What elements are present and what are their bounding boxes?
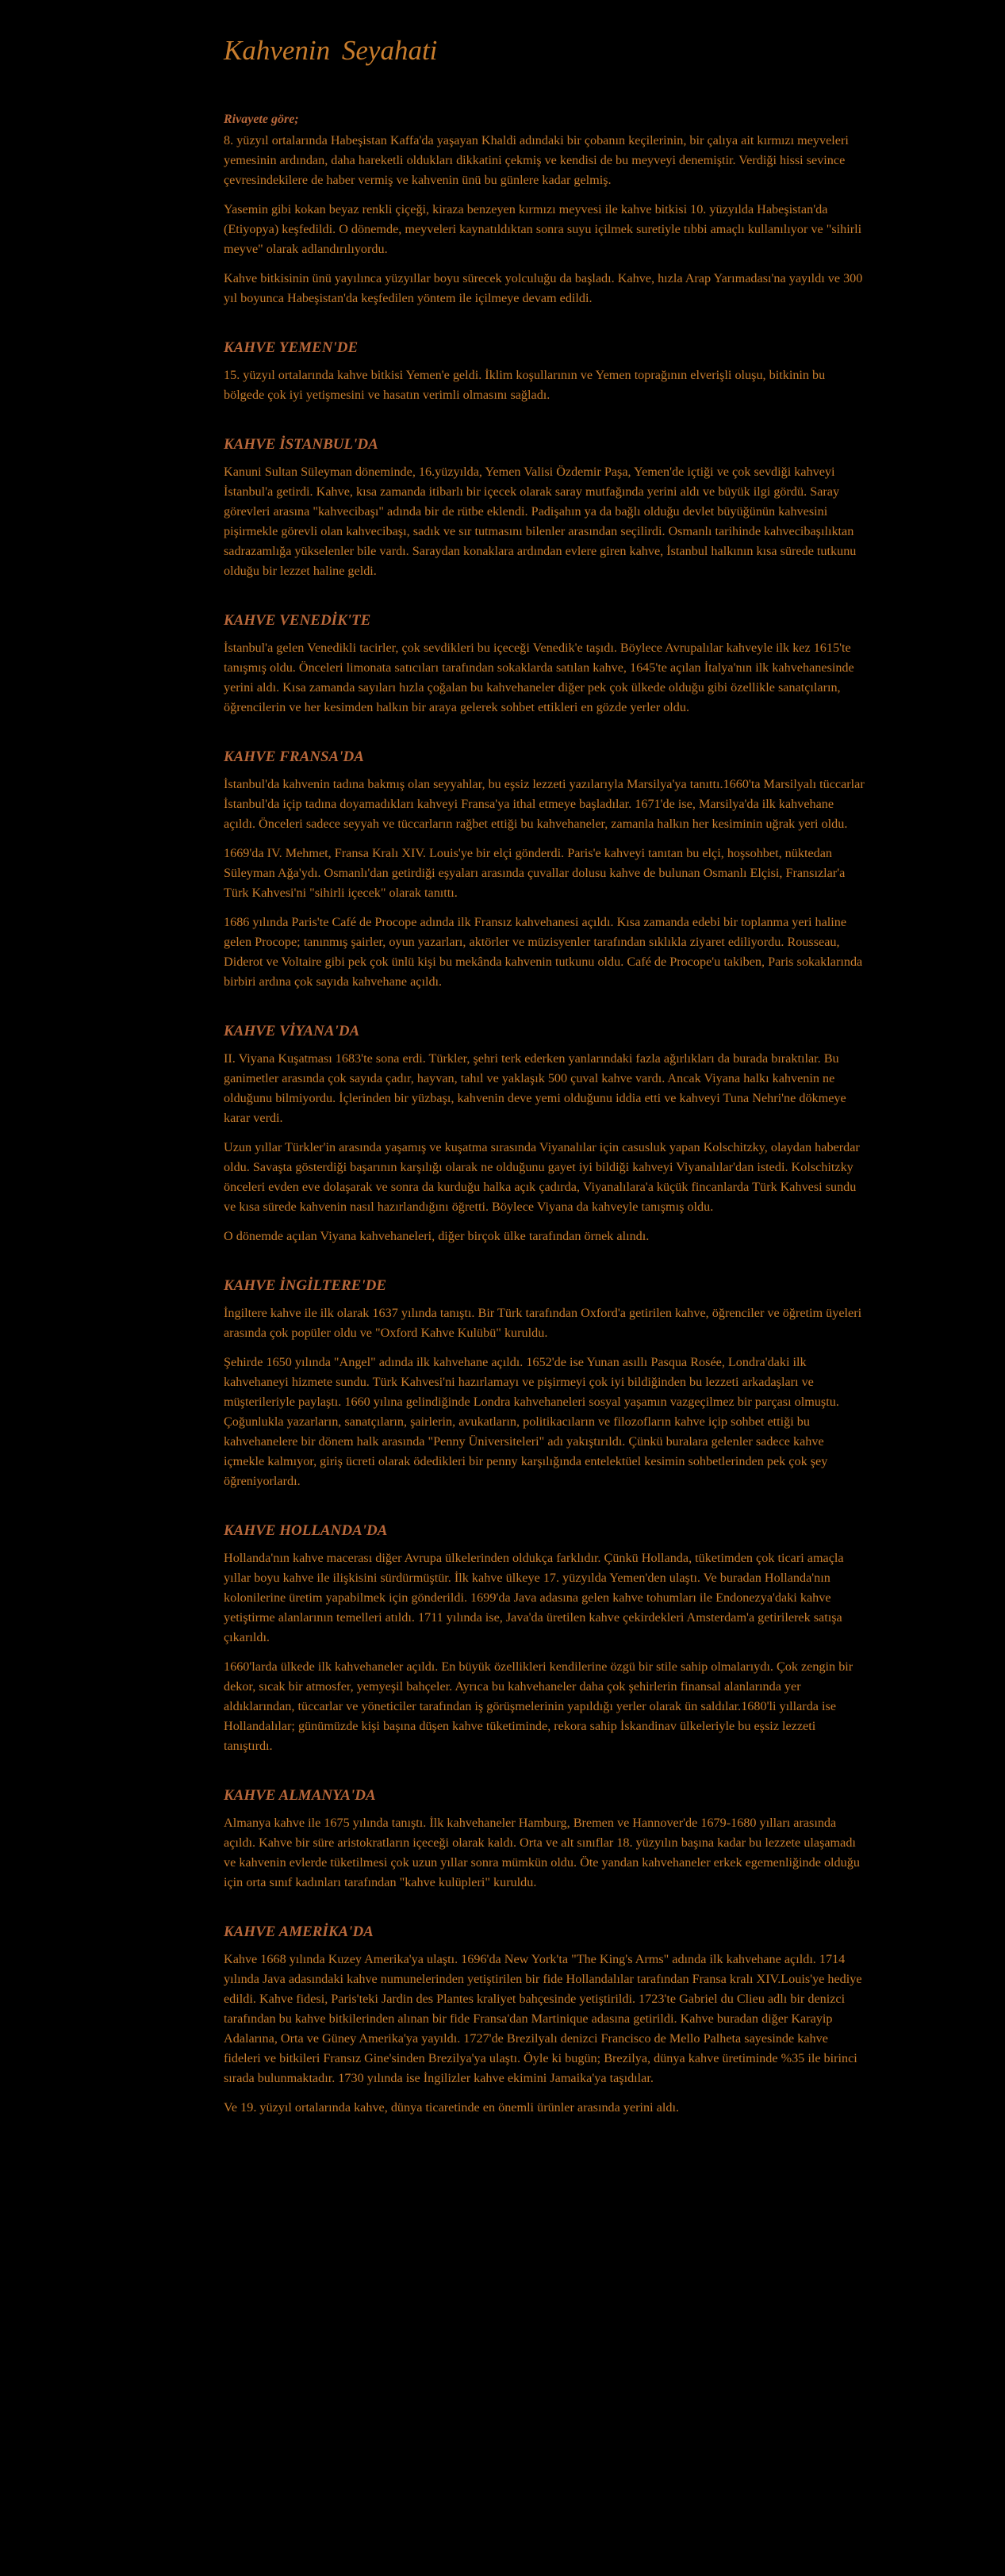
section-yemen [224, 339, 866, 405]
paragraph: Almanya kahve ile 1675 yılında tanıştı. İlk kahvehaneler Hamburg, Bremen ve Hannover'de 1679-1680 yılları arasında açıldı. Kahve bir süre aristokratların içeceği olarak kaldı. Orta ve alt sınıflar 18. yüzyılın başına kadar bu lezzete ulaşamadı ve kahvenin evlerde tüketilmesi çok uzun yıllar sonra mümkün oldu. Öte yandan kahvehaneler erkek egemenliğinde olduğu için orta sınıf kadınları tarafından "kahve kulüpleri" kuruldu. [224, 1816, 860, 1889]
paragraph: Kahve 1668 yılında Kuzey Amerika'ya ulaştı. 1696'da New York'ta "The King's Arms" adında ilk kahvehane açıldı. 1714 yılında Java adasındaki kahve numunelerinden yetiştirilen bir fide Hollandalılar tarafından Fransa kralı XIV.Louis'ye hediye edildi. Kahve fidesi, Paris'teki Jardin des Plantes kraliyet bahçesinde yetiştirildi. 1723'te Gabriel du Clieu adlı bir denizci tarafından bu kahve bitkilerinden alınan bir fide Fransa'dan Martinique adasına getirildi. Kahve buradan diğer Karayip Adalarına, Orta ve Güney Amerika'ya yayıldı. 1727'de Brezilyalı denizci Francisco de Mello Palheta sayesinde kahve fideleri ve bitkileri Fransız Gine'sinden Brezilya'ya ulaştı. Öyle ki bugün; Brezilya, dünya kahve üretiminde %35 ile birinci sırada bulunmaktadır. 1730 yılında ise İngilizler kahve ekimini Jamaika'ya taşıdılar. [224, 1952, 862, 2085]
section-istanbul [224, 435, 866, 581]
section-title: KAHVE VİYANA'DA [224, 1023, 360, 1039]
paragraph: İstanbul'a gelen Venedikli tacirler, çok sevdikleri bu içeceği Venedik'e taşıdı. Böylece Avrupalılar kahveyle ilk kez 1615'te tanışmış oldu. Önceleri limonata satıcıları tarafından sokaklarda satılan kahve, 1645'te açılan İtalya'nın ilk kahvehanesinde yerini aldı. Kısa zamanda sayıları hızla çoğalan bu kahvehaneler diğer pek çok ülkede olduğu gibi özellikle sanatçıların, öğrencilerin ve her kesimden halkın bir araya gelerek sohbet ettikleri en gözde yerler oldu. [224, 641, 854, 714]
paragraph: Uzun yıllar Türkler'in arasında yaşamış ve kuşatma sırasında Viyanalılar için casusluk yapan Kolschitzky, olaydan haberdar oldu. Savaşta gösterdiği başarının karşılığı olarak ne olduğunu gayet iyi bildiği kahveyi Viyanalılar'dan istedi. Kolschitzky önceleri evden eve dolaşarak ve sonra da kurduğu halka açık çadırda, Viyanalılara'a küçük fincanlarda Türk Kahvesi sundu ve kısa sürede kahvenin nasıl hazırlandığını öğretti. Böylece Viyana da kahveyle tanışmış oldu. [224, 1140, 860, 1214]
paragraph: Hollanda'nın kahve macerası diğer Avrupa ülkelerinden oldukça farklıdır. Çünkü Hollanda, tüketimden çok ticari amaçla yıllar boyu kahve ile ilişkisini sürdürmüştür. İlk kahve ülkeye 17. yüzyılda Yemen'den ulaştı. Ve buradan Hollanda'nın kolonilerine üretim yapabilmek için gönderildi. 1699'da Java adasına gelen kahve tohumları ile Endonezya'daki kahve yetiştirme alanlarının temelleri atıldı. 1711 yılında ise, Java'da üretilen kahve çekirdekleri Amsterdam'a getirilerek satışa çıkarıldı. [224, 1551, 844, 1644]
paragraph: II. Viyana Kuşatması 1683'te sona erdi. Türkler, şehri terk ederken yanlarındaki fazla ağırlıkları da burada bıraktılar. Bu ganimetler arasında çok sayıda çadır, hayvan, tahıl ve yaklaşık 500 çuval kahve vardı. Ancak Viyana halkı kahvenin ne olduğunu bilmiyordu. İçlerinden bir yüzbaşı, kahvenin deve yemi olduğunu iddia etti ve kahveyi Tuna Nehri'ne dökmeye karar verdi. [224, 1051, 846, 1125]
paragraph: 1660'larda ülkede ilk kahvehaneler açıldı. En büyük özellikleri kendilerine özgü bir stile sahip olmalarıydı. Çok zengin bir dekor, sıcak bir atmosfer, yemyeşil bahçeler. Ayrıca bu kahvehaneler daha çok şehirlerin finansal alanlarında yer aldıklarından, tüccarlar ve yöneticiler tarafından iş görüşmelerinin yapıldığı yerler olarak ün saldılar.1680'li yıllarda ise Hollandalılar; günümüzde kişi başına düşen kahve tüketiminde, rekora sahip İskandinav ülkeleriyle bu eşsiz lezzeti tanıştırdı. [224, 1659, 853, 1753]
section-fransa [224, 748, 866, 992]
paragraph: O dönemde açılan Viyana kahvehaneleri, diğer birçok ülke tarafından örnek alındı. [224, 1229, 650, 1243]
section-amerika [224, 1923, 866, 2118]
paragraph: Yasemin gibi kokan beyaz renkli çiçeği, kiraza benzeyen kırmızı meyvesi ile kahve bitkisi 10. yüzyılda Habeşistan'da (Etiyopya) keşfedildi. O dönemde, meyveleri kaynatıldıktan sonra suyu içilmek suretiyle tıbbi amaçlı kullanılıyor ve "sihirli meyve" olarak adlandırılıyordu. [224, 202, 862, 256]
section-hollanda [224, 1521, 866, 1756]
article [224, 0, 866, 2127]
paragraph: Kanuni Sultan Süleyman döneminde, 16.yüzyılda, Yemen Valisi Özdemir Paşa, Yemen'de içtiği ve çok sevdiği kahveyi İstanbul'a getirdi. Kahve, kısa zamanda itibarlı bir içecek olarak saray mutfağında yerini aldı ve büyük ilgi gördü. Saray görevleri arasına "kahvecibaşı" adında bir de rütbe eklendi. Padişahın ya da bağlı olduğu devlet büyüğünün kahvesini pişirmekle görevli olan kahvecibaşı, sadık ve sır tutmasını bilenler arasından seçilirdi. Osmanlı tarihinde kahvecibaşılıktan sadrazamlığa yükselenler bile vardı. Saraydan konaklara ardından evlere giren kahve, İstanbul halkının kısa sürede tutkunu olduğu bir lezzet haline geldi. [224, 465, 857, 578]
section-title: KAHVE VENEDİK'TE [224, 612, 371, 629]
paragraph: 8. yüzyıl ortalarında Habeşistan Kaffa'da yaşayan Khaldi adındaki bir çobanın keçilerinin, bir çalıya ait kırmızı meyveleri yemesinin ardından, daha hareketli oldukları dikkatini çekmiş ve kendisi de bu meyveyi denemiştir. Verdiği hissi sevince çevresindekilere de haber vermiş ve kahvenin ünü bu günlere kadar gelmiş. [224, 133, 849, 187]
intro-label: Rivayete göre; [224, 113, 299, 126]
section-viyana [224, 1022, 866, 1246]
section-ingiltere [224, 1277, 866, 1491]
paragraph: 1686 yılında Paris'te Café de Procope adında ilk Fransız kahvehanesi açıldı. Kısa zamanda edebi bir toplanma yeri haline gelen Procope; tanınmış şairler, oyun yazarları, aktörler ve müzisyenler tarafından sıklıkla ziyaret ediliyordu. Rousseau, Diderot ve Voltaire gibi pek çok ünlü kişi bu mekânda kahvenin tutkunu oldu. Café de Procope'u takiben, Paris sokaklarında birbiri ardına çok sayıda kahvehane açıldı. [224, 915, 863, 989]
paragraph: Ve 19. yüzyıl ortalarında kahve, dünya ticaretinde en önemli ürünler arasında yerini aldı. [224, 2100, 679, 2115]
section-title: KAHVE ALMANYA'DA [224, 1787, 376, 1804]
paragraph: 15. yüzyıl ortalarında kahve bitkisi Yemen'e geldi. İklim koşullarının ve Yemen toprağının elverişli oluşu, bitkinin bu bölgede çok iyi yetişmesini ve hasatın verimli olmasını sağladı. [224, 368, 826, 402]
section-title: KAHVE HOLLANDA'DA [224, 1522, 388, 1539]
paragraph: Şehirde 1650 yılında "Angel" adında ilk kahvehane açıldı. 1652'de ise Yunan asıllı Pasqua Rosée, Londra'daki ilk kahvehaneyi hizmete sundu. Türk Kahvesi'ni hazırlamayı ve pişirmeyi çok iyi bildiğinden bu lezzeti arkadaşları ve müşterileriyle paylaştı. 1660 yılına gelindiğinde Londra kahvehaneleri sosyal yaşamın vazgeçilmez bir parçası olmuştu. Çoğunlukla yazarların, sanatçıların, şairlerin, avukatların, politikacıların ve filozofların kahve içip sohbet ettiği bu kahvehanelere bir dönem halk arasında "Penny Üniversiteleri" adı yakıştırıldı. Çünkü buralara gelenler sadece kahve içmekle kalmıyor, giriş ücreti olarak ödedikleri bir penny karşılığında entelektüel kesimin sohbetlerinden pek çok şey öğreniyorlardı. [224, 1355, 839, 1488]
section-title: KAHVE İNGİLTERE'DE [224, 1277, 387, 1294]
section-title: KAHVE İSTANBUL'DA [224, 436, 378, 453]
paragraph: İngiltere kahve ile ilk olarak 1637 yılında tanıştı. Bir Türk tarafından Oxford'a getirilen kahve, öğrenciler ve öğretim üyeleri arasında çok popüler oldu ve "Oxford Kahve Kulübü" kuruldu. [224, 1306, 862, 1340]
section-title: KAHVE YEMEN'DE [224, 339, 359, 356]
section-title: KAHVE FRANSA'DA [224, 748, 364, 765]
section-venedik [224, 611, 866, 718]
paragraph: İstanbul'da kahvenin tadına bakmış olan seyyahlar, bu eşsiz lezzeti yazılarıyla Marsilya'ya tanıttı.1660'ta Marsilyalı tüccarlar İstanbul'da içip tadına doyamadıkları kahveyi Fransa'ya ithal etmeye başladılar. 1671'de ise, Marsilya'da ilk kahvehane açıldı. Önceleri sadece seyyah ve tüccarların rağbet ettiği bu kahvehaneler, zamanla halkın her kesiminin uğrak yeri oldu. [224, 777, 865, 831]
section-title: KAHVE AMERİKA'DA [224, 1923, 374, 1940]
paragraph: 1669'da IV. Mehmet, Fransa Kralı XIV. Louis'ye bir elçi gönderdi. Paris'e kahveyi tanıtan bu elçi, hoşsohbet, nüktedan Süleyman Ağa'ydı. Osmanlı'dan getirdiği eşyaları arasında çuvallar dolusu kahve de bulunan Osmanlı Elçisi, Fransızlar'a Türk Kahvesi'ni "sihirli içecek" olarak tanıttı. [224, 846, 846, 900]
section-almanya [224, 1786, 866, 1893]
paragraph: Kahve bitkisinin ünü yayılınca yüzyıllar boyu sürecek yolculuğu da başladı. Kahve, hızla Arap Yarımadası'na yayıldı ve 300 yıl boyunca Habeşistan'da keşfedilen yöntem ile içilmeye devam edildi. [224, 271, 863, 305]
intro-block [224, 110, 866, 308]
page-title: Kahvenin Seyahati [224, 35, 438, 66]
